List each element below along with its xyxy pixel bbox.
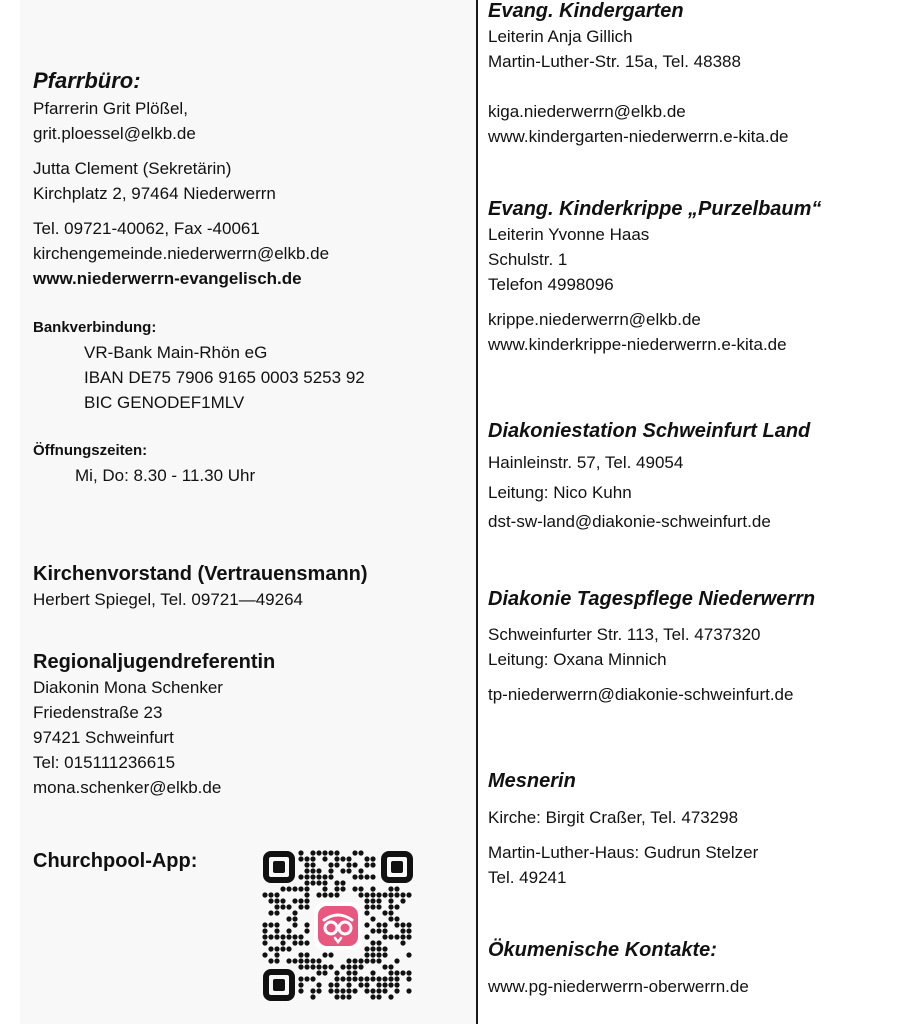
jugend-line: Diakonin Mona Schenker: [33, 678, 223, 697]
kiga-title: Evang. Kindergarten: [488, 0, 684, 22]
pfarrbuero-line: Pfarrerin Grit Plößel,: [33, 99, 188, 118]
kiga-website[interactable]: www.kindergarten-niederwerrn.e-kita.de: [488, 127, 789, 146]
bank-bic: BIC GENODEF1MLV: [84, 393, 245, 412]
krippe-line: Leiterin Yvonne Haas: [488, 225, 650, 244]
diakoniestation-email[interactable]: dst-sw-land@diakonie-schweinfurt.de: [488, 512, 771, 531]
column-divider: [476, 0, 478, 1024]
jugend-phone: Tel: 015111236615: [33, 753, 176, 772]
jugend-title: Regionaljugendreferentin: [33, 651, 276, 673]
jugend-email[interactable]: mona.schenker@elkb.de: [33, 778, 222, 797]
diakoniestation-address: Hainleinstr. 57, Tel. 49054: [488, 453, 684, 472]
pfarrbuero-phone: Tel. 09721-40062, Fax -40061: [33, 219, 260, 238]
kiga-address: Martin-Luther-Str. 15a, Tel. 48388: [488, 52, 741, 71]
tagespflege-email[interactable]: tp-niederwerrn@diakonie-schweinfurt.de: [488, 685, 794, 704]
oekumene-website[interactable]: www.pg-niederwerrn-oberwerrn.de: [488, 977, 749, 996]
bank-title: Bankverbindung:: [33, 319, 157, 336]
pfarrbuero-title: Pfarrbüro:: [33, 68, 141, 93]
oekumene-title: Ökumenische Kontakte:: [488, 939, 717, 961]
tagespflege-title: Diakonie Tagespflege Niederwerrn: [488, 588, 816, 610]
kirchenvorstand-line: Herbert Spiegel, Tel. 09721—49264: [33, 590, 303, 609]
pfarrbuero-address: Kirchplatz 2, 97464 Niederwerrn: [33, 184, 276, 203]
pfarrbuero-website[interactable]: www.niederwerrn-evangelisch.de: [33, 269, 302, 288]
kiga-line: Leiterin Anja Gillich: [488, 27, 633, 46]
tagespflege-address: Schweinfurter Str. 113, Tel. 4737320: [488, 625, 761, 644]
krippe-email[interactable]: krippe.niederwerrn@elkb.de: [488, 310, 701, 329]
diakoniestation-line: Leitung: Nico Kuhn: [488, 483, 632, 502]
kirchenvorstand-title: Kirchenvorstand (Vertrauensmann): [33, 563, 368, 585]
bank-line: VR-Bank Main-Rhön eG: [84, 343, 268, 362]
churchpool-owl-icon: [314, 902, 362, 950]
kiga-email[interactable]: kiga.niederwerrn@elkb.de: [488, 102, 686, 121]
hours-line: Mi, Do: 8.30 - 11.30 Uhr: [75, 466, 256, 485]
krippe-phone: Telefon 4998096: [488, 275, 614, 294]
bank-iban: IBAN DE75 7906 9165 0003 5253 92: [84, 368, 365, 387]
qr-code-icon[interactable]: [262, 850, 414, 1002]
jugend-line: Friedenstraße 23: [33, 703, 163, 722]
jugend-line: 97421 Schweinfurt: [33, 728, 174, 747]
pfarrbuero-email[interactable]: kirchengemeinde.niederwerrn@elkb.de: [33, 244, 330, 263]
mesnerin-line: Martin-Luther-Haus: Gudrun Stelzer: [488, 843, 759, 862]
mesnerin-line: Kirche: Birgit Craßer, Tel. 473298: [488, 808, 739, 827]
pfarrbuero-line: Jutta Clement (Sekretärin): [33, 159, 232, 178]
hours-title: Öffnungszeiten:: [33, 442, 148, 459]
diakoniestation-title: Diakoniestation Schweinfurt Land: [488, 420, 811, 442]
krippe-title: Evang. Kinderkrippe „Purzelbaum“: [488, 198, 822, 220]
pfarrbuero-email[interactable]: grit.ploessel@elkb.de: [33, 124, 196, 143]
app-title: Churchpool-App:: [33, 850, 198, 872]
mesnerin-title: Mesnerin: [488, 770, 576, 792]
krippe-address: Schulstr. 1: [488, 250, 568, 269]
tagespflege-line: Leitung: Oxana Minnich: [488, 650, 667, 669]
krippe-website[interactable]: www.kinderkrippe-niederwerrn.e-kita.de: [488, 335, 787, 354]
mesnerin-phone: Tel. 49241: [488, 868, 567, 887]
